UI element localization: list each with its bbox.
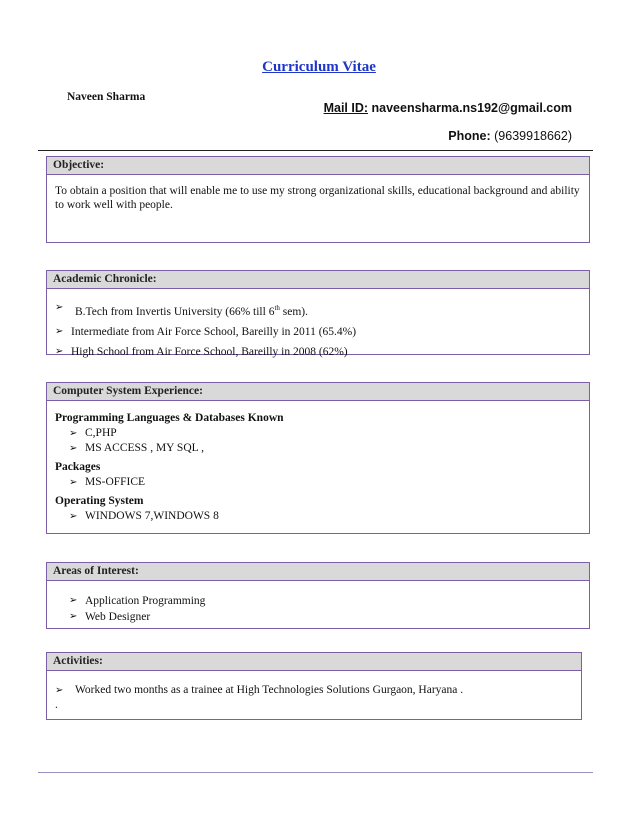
- list-item: [69, 609, 581, 625]
- arrow-bullet-icon: ➢: [55, 685, 64, 696]
- interest-item: Application Programming: [85, 595, 206, 607]
- computer-heading: Computer System Experience:: [47, 383, 589, 401]
- interests-section: [46, 562, 590, 629]
- arrow-bullet-icon: ➢: [69, 511, 78, 522]
- list-item: [55, 322, 581, 342]
- list-item: [55, 441, 581, 456]
- objective-text: To obtain a position that will enable me to use my strong organizational skills, educational background and ability to work well with people.: [55, 185, 580, 211]
- group-item: C,PHP: [85, 427, 117, 439]
- header-divider: [38, 150, 593, 151]
- activities-list: [47, 671, 581, 713]
- group-item: MS-OFFICE: [85, 476, 146, 488]
- arrow-bullet-icon: ➢: [69, 443, 78, 454]
- computer-section: [46, 382, 590, 534]
- mail-line: [324, 101, 572, 115]
- group-item: WINDOWS 7,WINDOWS 8: [85, 510, 219, 522]
- academic-item-text: B.Tech from Invertis University (66% till 6: [75, 305, 275, 318]
- activity-item: Worked two months as a trainee at High Technologies Solutions Gurgaon, Haryana .: [75, 684, 464, 696]
- list-item: [55, 509, 581, 524]
- candidate-name: Naveen Sharma: [67, 91, 146, 103]
- group-item: MS ACCESS , MY SQL ,: [85, 442, 204, 454]
- academic-heading: Academic Chronicle:: [47, 271, 589, 289]
- interests-heading: Areas of Interest:: [47, 563, 589, 581]
- footer-divider: [38, 772, 593, 773]
- list-item: [55, 426, 581, 441]
- arrow-bullet-icon: ➢: [55, 325, 64, 337]
- phone-label: Phone:: [448, 129, 491, 143]
- mail-label: Mail ID:: [323, 101, 369, 115]
- group-title: Programming Languages & Databases Known: [55, 412, 284, 424]
- group-title: Operating System: [55, 495, 144, 507]
- activity-trailing: .: [55, 699, 58, 711]
- academic-item-sup: th: [274, 304, 280, 312]
- objective-heading: Objective:: [47, 157, 589, 175]
- list-item: [55, 475, 581, 490]
- list-item: [55, 342, 581, 362]
- computer-list: [47, 401, 589, 524]
- arrow-bullet-icon: ➢: [55, 302, 64, 313]
- academic-item-post: sem).: [279, 305, 309, 318]
- academic-section: [46, 270, 590, 358]
- academic-list: [47, 289, 589, 362]
- arrow-bullet-icon: ➢: [69, 428, 78, 439]
- activities-heading: Activities:: [47, 653, 581, 671]
- phone-value: (9639918662): [494, 129, 572, 143]
- phone-line: [448, 129, 572, 143]
- cv-title: Curriculum Vitae: [262, 59, 376, 75]
- interests-list: [47, 581, 589, 625]
- group-title: Packages: [55, 461, 101, 473]
- list-item: [55, 298, 581, 322]
- interest-item: Web Designer: [85, 611, 151, 623]
- list-item: [69, 593, 581, 609]
- academic-item-text: Intermediate from Air Force School, Bareilly in 2011 (65.4%): [71, 325, 357, 338]
- arrow-bullet-icon: ➢: [69, 611, 78, 622]
- arrow-bullet-icon: ➢: [55, 345, 64, 357]
- academic-item-text: High School from Air Force School, Bareilly in 2008 (62%): [71, 345, 348, 358]
- list-item: [55, 683, 573, 698]
- arrow-bullet-icon: ➢: [69, 477, 78, 488]
- arrow-bullet-icon: ➢: [69, 595, 78, 606]
- objective-section: [46, 156, 590, 243]
- activities-section: [46, 652, 582, 720]
- mail-value: naveensharma.ns192@gmail.com: [371, 101, 572, 115]
